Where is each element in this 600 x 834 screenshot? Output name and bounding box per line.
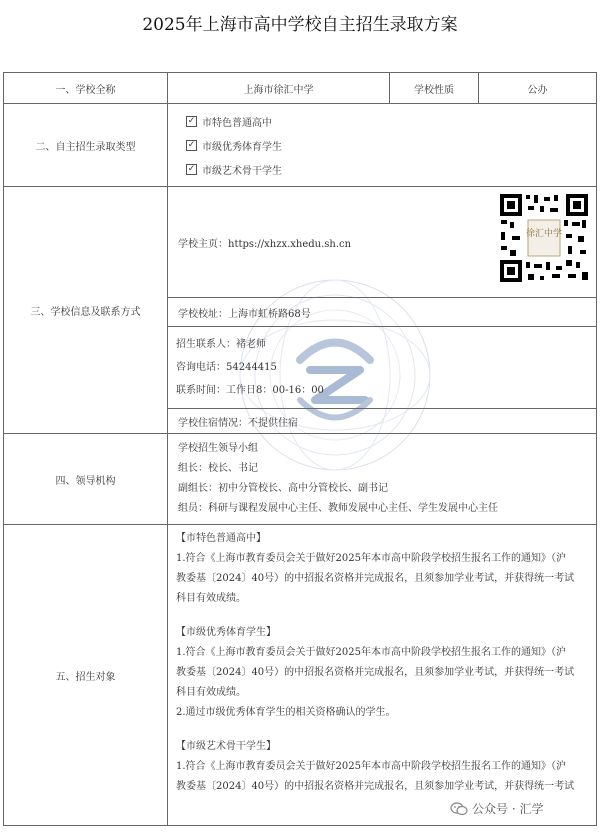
contact-cell [168, 327, 597, 409]
leadership-row [4, 434, 597, 525]
requirement-line: 教委基〔2024〕40号）的中招报名资格并完成报名，且须参加学业考试，并获得统一考试 [176, 573, 575, 584]
checkbox-checked-icon: ✓ [187, 163, 196, 174]
leadership-line: 副组长：初中分管校长、高中分管校长、副书记 [178, 483, 388, 494]
admission-types-label: 二、自主招生录取类型 [4, 104, 168, 187]
enrollment-row [4, 525, 597, 826]
contact-phone: 咨询电话：54244415 [176, 362, 277, 373]
school-address: 学校校址：上海市虹桥路68号 [168, 298, 597, 327]
section-title: 【市级艺术骨干学生】 [176, 741, 276, 752]
checkbox-checked-icon: ✓ [187, 115, 196, 126]
school-name-row [4, 73, 597, 104]
requirement-line: 教委基〔2024〕40号）的中招报名资格并完成报名，且须参加学业考试，并获得统一考试 [176, 781, 575, 792]
leadership-cell [168, 434, 597, 525]
requirement-line: 科目有效成绩。 [176, 593, 246, 604]
homepage-block [168, 187, 596, 297]
admission-types-row [4, 104, 597, 187]
checkbox-checked-icon: ✓ [187, 139, 196, 150]
type-item-3 [168, 157, 596, 181]
admission-form-table [3, 72, 597, 826]
leadership-label: 四、领导机构 [4, 434, 168, 525]
footer-text: 公众号 · 汇学 [472, 802, 544, 816]
type-item-1 [168, 109, 596, 133]
wechat-footer [450, 800, 543, 817]
type-item-label: 市级艺术骨干学生 [202, 165, 282, 177]
info-homepage-row [4, 187, 597, 298]
section-title: 【市级优秀体育学生】 [176, 627, 276, 638]
leadership-line: 组长：校长、书记 [178, 463, 258, 474]
qr-center-logo: 徐汇中学 [525, 229, 563, 239]
type-item-label: 市级优秀体育学生 [202, 141, 282, 153]
page-title: 2025年上海市高中学校自主招生录取方案 [142, 15, 458, 35]
type-item-2 [168, 133, 596, 157]
contact-person: 招生联系人：褚老师 [176, 339, 266, 350]
admission-types-list [168, 104, 597, 187]
enrollment-label: 五、招生对象 [4, 525, 168, 826]
dorm-info: 学校住宿情况：不提供住宿 [168, 409, 597, 434]
qr-code-icon [498, 192, 590, 284]
school-name-value: 上海市徐汇中学 [168, 73, 390, 104]
wechat-icon [450, 802, 468, 816]
requirement-line: 1.符合《上海市教育委员会关于做好2025年本市高中阶段学校招生报名工作的通知》（沪 [176, 761, 566, 772]
school-name-label: 一、学校全称 [4, 73, 168, 104]
enrollment-content [176, 529, 588, 797]
requirement-line: 教委基〔2024〕40号）的中招报名资格并完成报名，且须参加学业考试，并获得统一考试 [176, 667, 575, 678]
requirement-line: 1.符合《上海市教育委员会关于做好2025年本市高中阶段学校招生报名工作的通知》（沪 [176, 647, 566, 658]
type-item-label: 市特色普通高中 [202, 117, 272, 129]
school-nature-label: 学校性质 [390, 73, 479, 104]
leadership-line: 学校招生领导小组 [178, 443, 258, 454]
section-title: 【市特色普通高中】 [176, 533, 266, 544]
leadership-line: 组员：科研与课程发展中心主任、教师发展中心主任、学生发展中心主任 [178, 503, 498, 514]
contact-hours: 联系时间：工作日8：00-16：00 [176, 385, 324, 396]
requirement-line: 1.符合《上海市教育委员会关于做好2025年本市高中阶段学校招生报名工作的通知》（沪 [176, 553, 566, 564]
school-homepage: 学校主页：https://xhzx.xhedu.sh.cn [178, 239, 352, 250]
homepage-cell [168, 187, 597, 298]
school-nature-value: 公办 [479, 73, 597, 104]
requirement-line: 2.通过市级优秀体育学生的相关资格确认的学生。 [176, 707, 396, 718]
enrollment-cell [168, 525, 597, 826]
requirement-line: 科目有效成绩。 [176, 687, 246, 698]
school-info-label: 三、学校信息及联系方式 [4, 187, 168, 434]
